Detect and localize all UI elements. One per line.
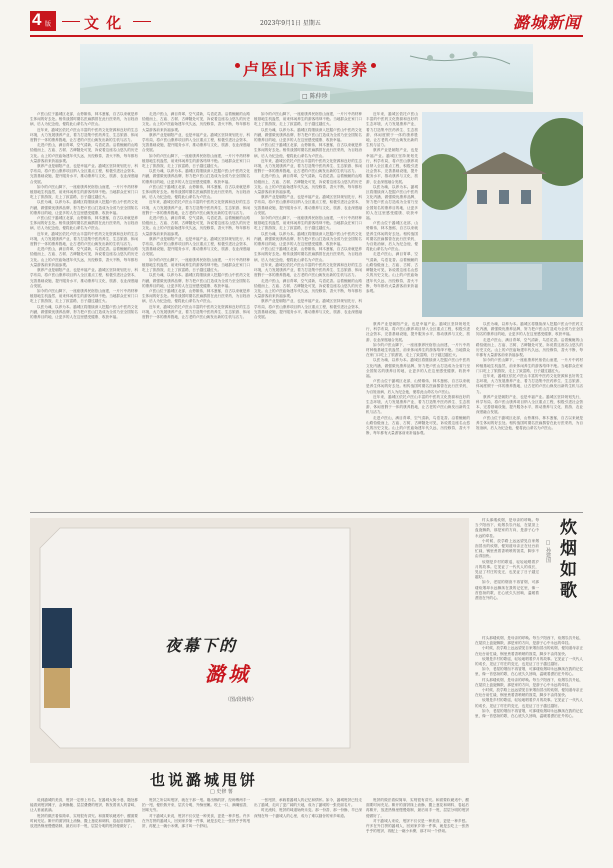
masthead [30,8,583,34]
date-line: 2023年9月1日 星期五 [260,20,321,27]
photo-strip [42,608,72,668]
poem-block [475,518,583,858]
section-title: 文 化 [84,14,123,32]
pond-reflection [467,264,542,290]
photo-strip [44,668,70,708]
top-story-banner [80,44,533,104]
essay-col-4: 甩饼的做法看似简单，实则很有讲究。和面要软硬适中，醒面要时间充足。擀开的面饼抹上油酥，撒上葱花和调料，卷起后再擀开，放进热锅里慢慢烙制，最后用手一甩，层层分明的甩饼便做好了。 对于潞城人来说，甩饼不仅仅是一种美食，更是一种乡愁。许多在外打拼的潞城人，回到家乡第一件事，就是去吃上一张热乎乎的甩饼，再配上一碗小米粥，那才叫一个舒坦。 [366,798,469,834]
top-story-col-4: 近年来，潞城区依托卢医山丰富的中医药文化资源和良好的生态环境，大力发展康养产业，着力打造集中医药养生、生态旅游、休闲度假于一体的康养胜地，让古老的卢医山焕发出新的生机与活力。 康养产业是朝阳产业，也是幸福产业。潞城区坚持规划先行，科学布局，将卢医山康养项目纳入全区重点工程，积极引进社会资本，完善基础设施，提升服务水平，推动康养与文化、旅游、农业深度融合发展。 以医为魂，以养为本。潞城区将继续深入挖掘卢医山中医药文化内涵，做强做优康养品牌，努力把卢医山打造成为全省乃至全国知名的康养目的地，让更多的人在这里感受健康、收获幸福。 卢医山位于潞城区北部，山势雄伟，林木葱郁，自古以来就是养生休闲的好去处。相传战国时期名医扁鹊曾在此行医采药，为百姓治病，后人为纪念他，便将此山命名为卢医山。 走进卢医山，满目青翠，空气清新，鸟语花香。沿着蜿蜒的山路拾级而上，古庙、古树、古碑随处可见，诉说着这座名山悠久的历史文化。山上的卢医庙始建年代久远，历经修葺，香火不断，每年都有大量游客前来祈福参观。 [366,112,418,293]
page-unit: 版 [45,21,52,28]
paper-name: 潞城新闻 [513,13,582,32]
feature-title-1: 夜幕下的 [165,636,238,655]
ink-leaf [450,54,455,59]
ink-leaf [473,52,478,57]
essay-col-1: 说到潞城的美食，甩饼一定榜上有名。在潞城大街小巷，随处都能看到甩饼摊子，金黄酥脆、层层叠叠的甩饼，散发着诱人的香味，让人垂涎欲滴。 甩饼的做法看似简单，实则很有讲究。和面要软硬适中，醒面要时间充足。擀开的面饼抹上油酥，撒上葱花和调料，卷起后再擀开，放进热锅里慢慢烙制，最后用手一甩，层层分明的甩饼便做好了。 [30,798,138,829]
top-story-col-5: 康养产业是朝阳产业，也是幸福产业。潞城区坚持规划先行，科学布局，将卢医山康养项目纳入全区重点工程，积极引进社会资本，完善基础设施，提升服务水平，推动康养与文化、旅游、农业深度融合发展。 如今的卢医山脚下，一座座康养民宿依山而建，一片片中药材种植基地生机盎然，前来休闲养生的游客络绎不绝。当地群众在家门口吃上了旅游饭，走上了致富路，日子越过越红火。 以医为魂，以养为本。潞城区将继续深入挖掘卢医山中医药文化内涵，做强做优康养品牌，努力把卢医山打造成为全省乃至全国知名的康养目的地，让更多的人在这里感受健康、收获幸福。 卢医山位于潞城区北部，山势雄伟，林木葱郁，自古以来就是养生休闲的好去处。相传战国时期名医扁鹊曾在此行医采药，为百姓治病，后人为纪念他，便将此山命名为卢医山。 近年来，潞城区依托卢医山丰富的中医药文化资源和良好的生态环境，大力发展康养产业，着力打造集中医药养生、生态旅游、休闲度假于一体的康养胜地，让古老的卢医山焕发出新的生机与活力。 走进卢医山，满目青翠，空气清新，鸟语花香。沿着蜿蜒的山路拾级而上，古庙、古树、古碑随处可见，诉说着这座名山悠久的历史文化。山上的卢医庙始建年代久远，历经修葺，香火不断，每年都有大量游客前来祈福参观。 [366,322,470,436]
essay-col-2: 甩饼之所以叫甩饼，就在于那一甩。刚出锅的饼，经师傅两手一拍一甩，便松散开来，层次分明，外酥里嫩。咬上一口，满嘴留香，回味无穷。 对于潞城人来说，甩饼不仅仅是一种美食，更是一种乡愁。许多在外打拼的潞城人，回到家乡第一件事，就是去吃上一张热乎乎的甩饼，再配上一碗小米粥，那才叫一个舒坦。 [142,798,250,829]
building-window [477,190,487,204]
essay-title-box [30,767,469,795]
ink-branch [410,56,510,64]
essay-col-3: 一张甩饼，承载着潞城人的记忆和情怀。如今，潞城甩饼已经走出了潞城，走向了更广阔的天地，成为了潞城的一张亮丽名片。 时光流转，甩饼的味道始终未变。那一份香、那一份酥，早已深深刻在每一个潞城人的心里，成为了难以割舍的家乡味道。 [254,798,362,818]
building-window [521,190,531,204]
building-window [499,190,509,204]
feature-caption: （图/段铸铸） [225,697,257,703]
poem-body-bottom: 村头那缕炊烟，是母亲的呼唤。每当夕阳西下，炊烟袅袅升起，在屋顶上盘旋飘散，那是家的方向，是游子心中永远的牵挂。 小时候，放学路上远远望见自家烟囱冒出的炊烟，便知道母亲正在灶台前忙碌，锅里煮着香喷喷的饭菜，脚步不由得加快。 炊烟是乡村的歌谣，轻轻地唱着岁月的故事。它见证了一代代人的成长，见证了村庄的变迁，也见证了日子越过越好。 如今，老屋的烟囱不再冒烟，可那缕炊烟却永远飘荡在我的记忆里，像一首悠扬的歌，在心底久久回响，温暖着漂泊在外的心。 村头那缕炊烟，是母亲的呼唤。每当夕阳西下，炊烟袅袅升起，在屋顶上盘旋飘散，那是家的方向，是游子心中永远的牵挂。 小时候，放学路上远远望见自家烟囱冒出的炊烟，便知道母亲正在灶台前忙碌，锅里煮着香喷喷的饭菜，脚步不由得加快。 炊烟是乡村的歌谣，轻轻地唱着岁月的故事。它见证了一代代人的成长，见证了村庄的变迁，也见证了日子越过越好。 如今，老屋的烟囱不再冒烟，可那缕炊烟却永远飘荡在我的记忆里，像一首悠扬的歌，在心底久久回响，温暖着漂泊在外的心。 [475,636,583,719]
photo-feature-night [30,518,469,763]
building-wall [467,172,542,242]
top-story-byline: □ 陈仲珍 [302,93,328,100]
top-story-col-2: 走进卢医山，满目青翠，空气清新，鸟语花香。沿着蜿蜒的山路拾级而上，古庙、古树、古碑随处可见，诉说着这座名山悠久的历史文化。山上的卢医庙始建年代久远，历经修葺，香火不断，每年都有大量游客前来祈福参观。 康养产业是朝阳产业，也是幸福产业。潞城区坚持规划先行，科学布局，将卢医山康养项目纳入全区重点工程，积极引进社会资本，完善基础设施，提升服务水平，推动康养与文化、旅游、农业深度融合发展。 如今的卢医山脚下，一座座康养民宿依山而建，一片片中药材种植基地生机盎然，前来休闲养生的游客络绎不绝。当地群众在家门口吃上了旅游饭，走上了致富路，日子越过越红火。 以医为魂，以养为本。潞城区将继续深入挖掘卢医山中医药文化内涵，做强做优康养品牌，努力把卢医山打造成为全省乃至全国知名的康养目的地，让更多的人在这里感受健康、收获幸福。 卢医山位于潞城区北部，山势雄伟，林木葱郁，自古以来就是养生休闲的好去处。相传战国时期名医扁鹊曾在此行医采药，为百姓治病，后人为纪念他，便将此山命名为卢医山。 近年来，潞城区依托卢医山丰富的中医药文化资源和良好的生态环境，大力发展康养产业，着力打造集中医药养生、生态旅游、休闲度假于一体的康养胜地，让古老的卢医山焕发出新的生机与活力。 走进卢医山，满目青翠，空气清新，鸟语花香。沿着蜿蜒的山路拾级而上，古庙、古树、古碑随处可见，诉说着这座名山悠久的历史文化。山上的卢医庙始建年代久远，历经修葺，香火不断，每年都有大量游客前来祈福参观。 康养产业是朝阳产业，也是幸福产业。潞城区坚持规划先行，科学布局，将卢医山康养项目纳入全区重点工程，积极引进社会资本，完善基础设施，提升服务水平，推动康养与文化、旅游、农业深度融合发展。 如今的卢医山脚下，一座座康养民宿依山而建，一片片中药材种植基地生机盎然，前来休闲养生的游客络绎不绝。当地群众在家门口吃上了旅游饭，走上了致富路，日子越过越红火。 以医为魂，以养为本。潞城区将继续深入挖掘卢医山中医药文化内涵，做强做优康养品牌，努力把卢医山打造成为全省乃至全国知名的康养目的地，让更多的人在这里感受健康、收获幸福。 卢医山位于潞城区北部，山势雄伟，林木葱郁，自古以来就是养生休闲的好去处。相传战国时期名医扁鹊曾在此行医采药，为百姓治病，后人为纪念他，便将此山命名为卢医山。 近年来，潞城区依托卢医山丰富的中医药文化资源和良好的生态环境，大力发展康养产业，着力打造集中医药养生、生态旅游、休闲度假于一体的康养胜地，让古老的卢医山焕发出新的生机与活力。 [142,112,250,319]
lawn [422,240,583,262]
essay-title: 也说潞城甩饼 [150,771,259,789]
poem-byline: □ 孙建国 [545,540,551,563]
top-story-photo [422,112,583,317]
top-story-col-3: 如今的卢医山脚下，一座座康养民宿依山而建，一片片中药材种植基地生机盎然，前来休闲养生的游客络绎不绝。当地群众在家门口吃上了旅游饭，走上了致富路，日子越过越红火。 以医为魂，以养为本。潞城区将继续深入挖掘卢医山中医药文化内涵，做强做优康养品牌，努力把卢医山打造成为全省乃至全国知名的康养目的地，让更多的人在这里感受健康、收获幸福。 卢医山位于潞城区北部，山势雄伟，林木葱郁，自古以来就是养生休闲的好去处。相传战国时期名医扁鹊曾在此行医采药，为百姓治病，后人为纪念他，便将此山命名为卢医山。 近年来，潞城区依托卢医山丰富的中医药文化资源和良好的生态环境，大力发展康养产业，着力打造集中医药养生、生态旅游、休闲度假于一体的康养胜地，让古老的卢医山焕发出新的生机与活力。 走进卢医山，满目青翠，空气清新，鸟语花香。沿着蜿蜒的山路拾级而上，古庙、古树、古碑随处可见，诉说着这座名山悠久的历史文化。山上的卢医庙始建年代久远，历经修葺，香火不断，每年都有大量游客前来祈福参观。 康养产业是朝阳产业，也是幸福产业。潞城区坚持规划先行，科学布局，将卢医山康养项目纳入全区重点工程，积极引进社会资本，完善基础设施，提升服务水平，推动康养与文化、旅游、农业深度融合发展。 如今的卢医山脚下，一座座康养民宿依山而建，一片片中药材种植基地生机盎然，前来休闲养生的游客络绎不绝。当地群众在家门口吃上了旅游饭，走上了致富路，日子越过越红火。 以医为魂，以养为本。潞城区将继续深入挖掘卢医山中医药文化内涵，做强做优康养品牌，努力把卢医山打造成为全省乃至全国知名的康养目的地，让更多的人在这里感受健康、收获幸福。 卢医山位于潞城区北部，山势雄伟，林木葱郁，自古以来就是养生休闲的好去处。相传战国时期名医扁鹊曾在此行医采药，为百姓治病，后人为纪念他，便将此山命名为卢医山。 近年来，潞城区依托卢医山丰富的中医药文化资源和良好的生态环境，大力发展康养产业，着力打造集中医药养生、生态旅游、休闲度假于一体的康养胜地，让古老的卢医山焕发出新的生机与活力。 走进卢医山，满目青翠，空气清新，鸟语花香。沿着蜿蜒的山路拾级而上，古庙、古树、古碑随处可见，诉说着这座名山悠久的历史文化。山上的卢医庙始建年代久远，历经修葺，香火不断，每年都有大量游客前来祈福参观。 康养产业是朝阳产业，也是幸福产业。潞城区坚持规划先行，科学布局，将卢医山康养项目纳入全区重点工程，积极引进社会资本，完善基础设施，提升服务水平，推动康养与文化、旅游、农业深度融合发展。 [254,112,362,319]
poem-title: 炊烟如歌 [556,518,576,602]
page-number: 4 [32,10,42,29]
top-story-col-1: 卢医山位于潞城区北部，山势雄伟，林木葱郁，自古以来就是养生休闲的好去处。相传战国时期名医扁鹊曾在此行医采药，为百姓治病，后人为纪念他，便将此山命名为卢医山。 近年来，潞城区依托卢医山丰富的中医药文化资源和良好的生态环境，大力发展康养产业，着力打造集中医药养生、生态旅游、休闲度假于一体的康养胜地，让古老的卢医山焕发出新的生机与活力。 走进卢医山，满目青翠，空气清新，鸟语花香。沿着蜿蜒的山路拾级而上，古庙、古树、古碑随处可见，诉说着这座名山悠久的历史文化。山上的卢医庙始建年代久远，历经修葺，香火不断，每年都有大量游客前来祈福参观。 康养产业是朝阳产业，也是幸福产业。潞城区坚持规划先行，科学布局，将卢医山康养项目纳入全区重点工程，积极引进社会资本，完善基础设施，提升服务水平，推动康养与文化、旅游、农业深度融合发展。 如今的卢医山脚下，一座座康养民宿依山而建，一片片中药材种植基地生机盎然，前来休闲养生的游客络绎不绝。当地群众在家门口吃上了旅游饭，走上了致富路，日子越过越红火。 以医为魂，以养为本。潞城区将继续深入挖掘卢医山中医药文化内涵，做强做优康养品牌，努力把卢医山打造成为全省乃至全国知名的康养目的地，让更多的人在这里感受健康、收获幸福。 卢医山位于潞城区北部，山势雄伟，林木葱郁，自古以来就是养生休闲的好去处。相传战国时期名医扁鹊曾在此行医采药，为百姓治病，后人为纪念他，便将此山命名为卢医山。 近年来，潞城区依托卢医山丰富的中医药文化资源和良好的生态环境，大力发展康养产业，着力打造集中医药养生、生态旅游、休闲度假于一体的康养胜地，让古老的卢医山焕发出新的生机与活力。 走进卢医山，满目青翠，空气清新，鸟语花香。沿着蜿蜒的山路拾级而上，古庙、古树、古碑随处可见，诉说着这座名山悠久的历史文化。山上的卢医庙始建年代久远，历经修葺，香火不断，每年都有大量游客前来祈福参观。 康养产业是朝阳产业，也是幸福产业。潞城区坚持规划先行，科学布局，将卢医山康养项目纳入全区重点工程，积极引进社会资本，完善基础设施，提升服务水平，推动康养与文化、旅游、农业深度融合发展。 如今的卢医山脚下，一座座康养民宿依山而建，一片片中药材种植基地生机盎然，前来休闲养生的游客络绎不绝。当地群众在家门口吃上了旅游饭，走上了致富路，日子越过越红火。 以医为魂，以养为本。潞城区将继续深入挖掘卢医山中医药文化内涵，做强做优康养品牌，努力把卢医山打造成为全省乃至全国知名的康养目的地，让更多的人在这里感受健康、收获幸福。 [30,112,138,319]
ink-leaf [427,55,433,61]
essay-byline: □ 史修 薯 [210,789,233,795]
poem-body-top: 村头那缕炊烟，是母亲的呼唤。每当夕阳西下，炊烟袅袅升起，在屋顶上盘旋飘散，那是家的方向，是游子心中永远的牵挂。 小时候，放学路上远远望见自家烟囱冒出的炊烟，便知道母亲正在灶台前忙碌，锅里煮着香喷喷的饭菜，脚步不由得加快。 炊烟是乡村的歌谣，轻轻地唱着岁月的故事。它见证了一代代人的成长，见证了村庄的变迁，也见证了日子越过越好。 如今，老屋的烟囱不再冒烟，可那缕炊烟却永远飘荡在我的记忆里，像一首悠扬的歌，在心底久久回响，温暖着漂泊在外的心。 [475,518,539,601]
top-story-title: 卢医山下话康养 [243,60,370,79]
top-story-col-6: 以医为魂，以养为本。潞城区将继续深入挖掘卢医山中医药文化内涵，做强做优康养品牌，努力把卢医山打造成为全省乃至全国知名的康养目的地，让更多的人在这里感受健康、收获幸福。 走进卢医山，满目青翠，空气清新，鸟语花香。沿着蜿蜒的山路拾级而上，古庙、古树、古碑随处可见，诉说着这座名山悠久的历史文化。山上的卢医庙始建年代久远，历经修葺，香火不断，每年都有大量游客前来祈福参观。 如今的卢医山脚下，一座座康养民宿依山而建，一片片中药材种植基地生机盎然，前来休闲养生的游客络绎不绝。当地群众在家门口吃上了旅游饭，走上了致富路，日子越过越红火。 近年来，潞城区依托卢医山丰富的中医药文化资源和良好的生态环境，大力发展康养产业，着力打造集中医药养生、生态旅游、休闲度假于一体的康养胜地，让古老的卢医山焕发出新的生机与活力。 康养产业是朝阳产业，也是幸福产业。潞城区坚持规划先行，科学布局，将卢医山康养项目纳入全区重点工程，积极引进社会资本，完善基础设施，提升服务水平，推动康养与文化、旅游、农业深度融合发展。 卢医山位于潞城区北部，山势雄伟，林木葱郁，自古以来就是养生休闲的好去处。相传战国时期名医扁鹊曾在此行医采药，为百姓治病，后人为纪念他，便将此山命名为卢医山。 [476,322,583,431]
feature-title-2: 潞城 [205,662,251,686]
